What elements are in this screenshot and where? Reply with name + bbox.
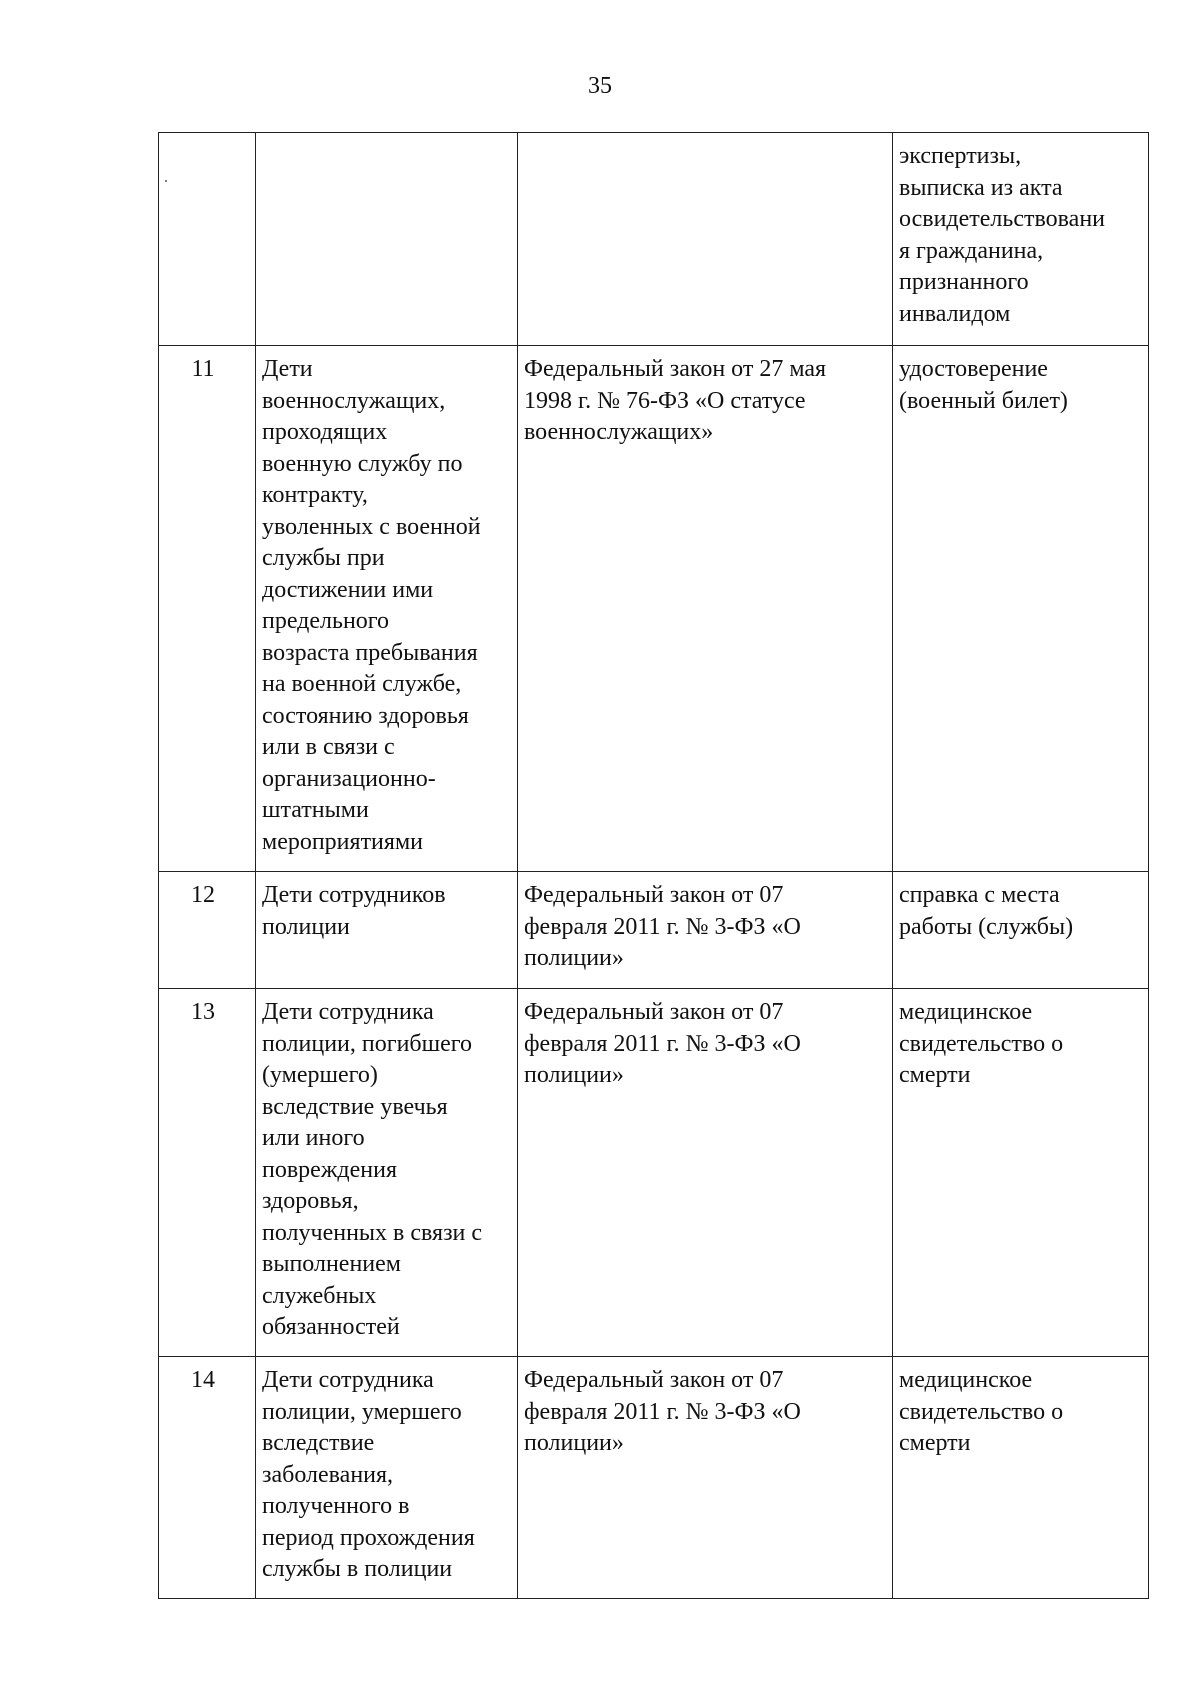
- law-cell: [518, 1357, 893, 1599]
- law-cell: [518, 346, 893, 872]
- law-cell: [518, 989, 893, 1357]
- row-number: 14: [191, 1367, 215, 1393]
- table-row: [159, 872, 1149, 989]
- category-text: Дети сотрудника полиции, умершего вследствие заболевания, полученного в период прохождения службы в полиции: [262, 1367, 475, 1582]
- row-number: 11: [191, 356, 215, 382]
- law-cell: [518, 133, 893, 346]
- row-number-cell: [159, 133, 256, 346]
- document-text: удостоверение (военный билет): [899, 356, 1068, 414]
- document-text: медицинское свидетельство о смерти: [899, 999, 1064, 1088]
- law-cell: [518, 872, 893, 989]
- law-text: Федеральный закон от 07 февраля 2011 г. № 3-ФЗ «О полиции»: [524, 999, 801, 1088]
- law-text: Федеральный закон от 07 февраля 2011 г. № 3-ФЗ «О полиции»: [524, 882, 801, 971]
- row-number: 13: [191, 999, 215, 1025]
- table-row: [159, 1357, 1149, 1599]
- category-cell: [256, 133, 518, 346]
- document-text: медицинское свидетельство о смерти: [899, 1367, 1064, 1456]
- category-text: Дети военнослужащих, проходящих военную службу по контракту, уволенных с военной службы при достижении ими предельного возраста пребывания на военной службе, состоянию здоровья или в связи с организационно- штатными мероприятиями: [262, 356, 481, 855]
- law-text: Федеральный закон от 07 февраля 2011 г. № 3-ФЗ «О полиции»: [524, 1367, 801, 1456]
- document-cell: [893, 872, 1149, 989]
- row-number-cell: [159, 872, 256, 989]
- document-cell: [893, 346, 1149, 872]
- page-number: 35: [588, 73, 612, 99]
- category-cell: [256, 1357, 518, 1599]
- document-text: справка с места работы (службы): [899, 882, 1074, 940]
- document-cell: [893, 1357, 1149, 1599]
- category-cell: [256, 989, 518, 1357]
- table-row: [159, 346, 1149, 872]
- benefits-table: [158, 132, 1149, 1599]
- row-number-cell: [159, 1357, 256, 1599]
- category-text: Дети сотрудников полиции: [262, 882, 446, 940]
- row-number: 12: [191, 882, 215, 908]
- document-text: экспертизы, выписка из акта освидетельствовани я гражданина, признанного инвалидом: [899, 143, 1106, 327]
- row-number-cell: [159, 989, 256, 1357]
- row-number-cell: [159, 346, 256, 872]
- law-text: Федеральный закон от 27 мая 1998 г. № 76-ФЗ «О статусе военнослужащих»: [524, 356, 827, 445]
- document-cell: [893, 989, 1149, 1357]
- category-cell: [256, 872, 518, 989]
- category-cell: [256, 346, 518, 872]
- category-text: Дети сотрудника полиции, погибшего (умершего) вследствие увечья или иного повреждения здоровья, полученных в связи с выполнением служебных обязанностей: [262, 999, 483, 1340]
- table-row: [159, 989, 1149, 1357]
- document-cell: [893, 133, 1149, 346]
- table-row: [159, 133, 1149, 346]
